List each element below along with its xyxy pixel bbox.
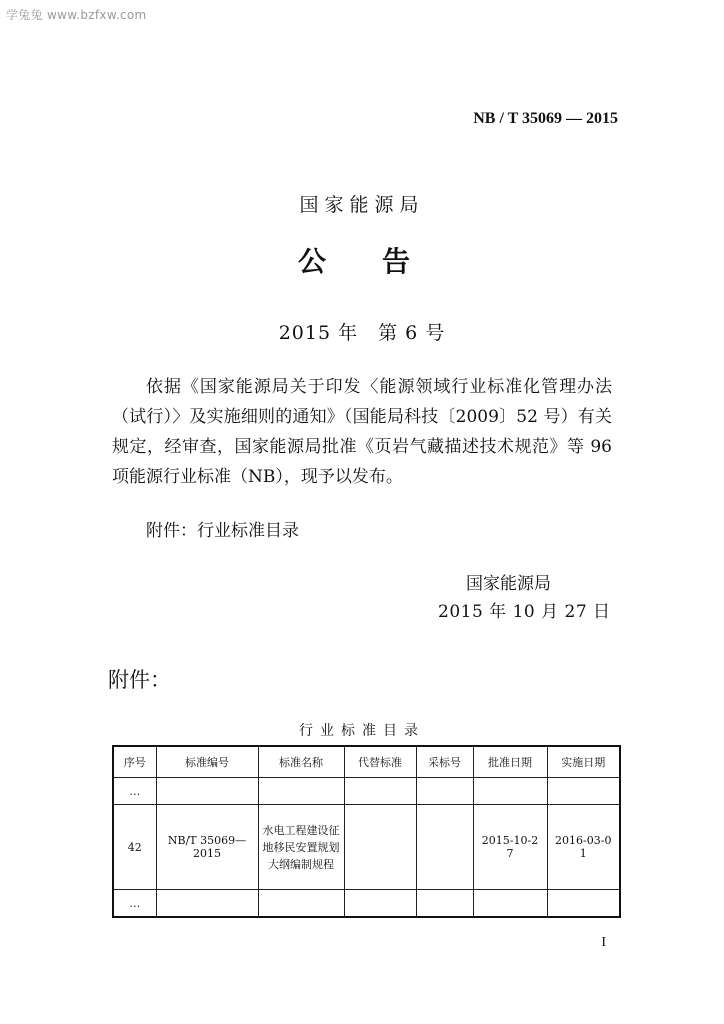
signature-date: 2015 年 10 月 27 日 xyxy=(438,602,611,622)
cell-code: NB/T 35069—2015 xyxy=(156,805,258,890)
cell-effective xyxy=(547,778,620,805)
cell-approved xyxy=(473,890,547,918)
watermark: 学兔兔 www.bzfxw.com xyxy=(6,8,147,22)
attachment-line: 附件：行业标准目录 xyxy=(146,521,299,541)
table-header-row xyxy=(113,746,620,778)
cell-effective: 2016-03-01 xyxy=(547,805,620,890)
cell-effective xyxy=(547,890,620,918)
cell-replaces xyxy=(344,805,416,890)
table-row xyxy=(113,890,620,918)
cell-approved xyxy=(473,778,547,805)
notice-body: 依据《国家能源局关于印发〈能源领域行业标准化管理办法（试行）〉及实施细则的通知》（国能局科技〔2009〕52 号）有关规定，经审查，国家能源局批准《页岩气藏描述技术规范》等 96 项能源行业标准（NB），现予以发布。 xyxy=(112,377,612,487)
agency-name: 国家能源局 xyxy=(299,194,425,216)
cell-adopted xyxy=(416,778,473,805)
cell-name: 水电工程建设征地移民安置规划大纲编制规程 xyxy=(258,805,344,890)
cell-code xyxy=(156,890,258,918)
cell-adopted xyxy=(416,805,473,890)
table-row xyxy=(113,778,620,805)
cell-name xyxy=(258,778,344,805)
cell-adopted xyxy=(416,890,473,918)
notice-number: 2015 年 第 6 号 xyxy=(278,322,446,344)
col-header-approved: 批准日期 xyxy=(473,746,547,778)
cell-replaces xyxy=(344,778,416,805)
cell-code xyxy=(156,778,258,805)
table-row xyxy=(113,805,620,890)
col-header-effective: 实施日期 xyxy=(547,746,620,778)
cell-replaces xyxy=(344,890,416,918)
col-header-code: 标准编号 xyxy=(156,746,258,778)
cell-seq: … xyxy=(113,890,156,918)
cell-seq: 42 xyxy=(113,805,156,890)
page-number: I xyxy=(601,935,606,950)
attachment-heading: 附件： xyxy=(108,668,171,692)
table-title: 行业标准目录 xyxy=(299,723,425,739)
notice-title: 公告 xyxy=(297,245,466,278)
col-header-adopted: 采标号 xyxy=(416,746,473,778)
col-header-replaces: 代替标准 xyxy=(344,746,416,778)
cell-seq: … xyxy=(113,778,156,805)
standard-code: NB / T 35069 — 2015 xyxy=(473,110,618,127)
cell-approved: 2015-10-27 xyxy=(473,805,547,890)
standards-table xyxy=(112,745,621,918)
signature-org: 国家能源局 xyxy=(466,574,551,594)
col-header-seq: 序号 xyxy=(113,746,156,778)
cell-name xyxy=(258,890,344,918)
col-header-name: 标准名称 xyxy=(258,746,344,778)
